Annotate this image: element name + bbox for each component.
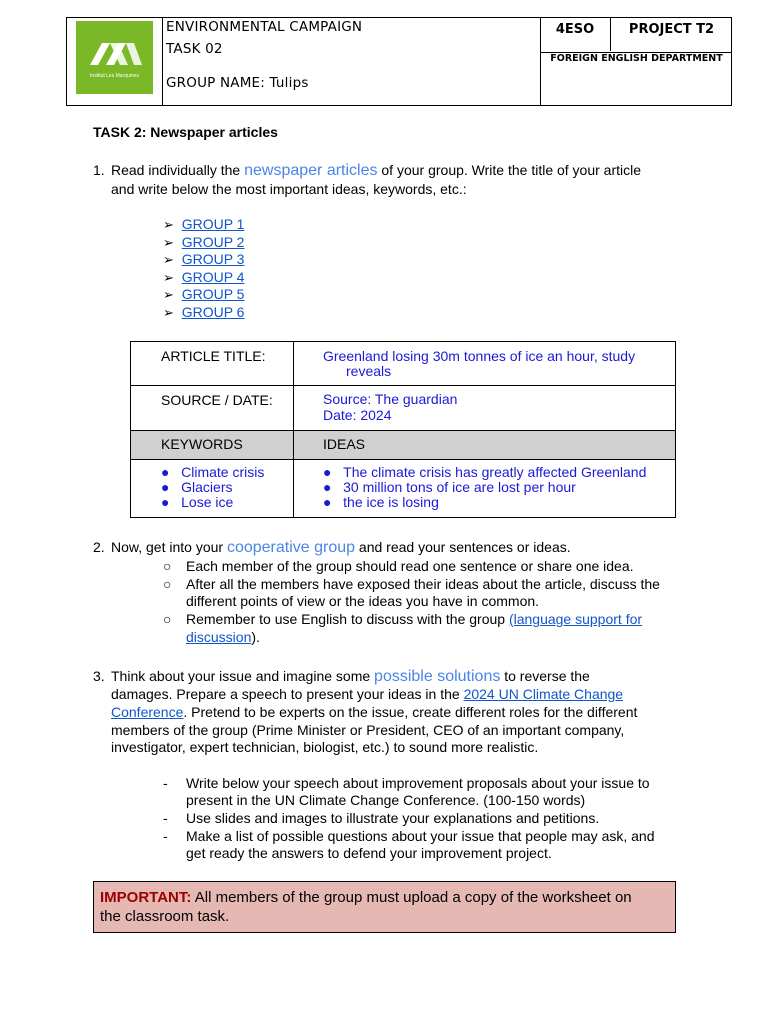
step2-sub2-line2: different points of view or the ideas you have in common.	[186, 593, 540, 609]
task-number: TASK 02	[166, 41, 223, 57]
list-item	[163, 286, 244, 304]
arrow-bullet-icon: ➢	[163, 252, 174, 267]
bullet-icon: ●	[323, 464, 332, 480]
group-1-link[interactable]: GROUP 1	[181, 216, 245, 232]
step3-dash3-line1: Make a list of possible questions about your issue that people may ask, and	[186, 828, 655, 844]
bullet-icon: ●	[161, 479, 170, 495]
step1-line1	[111, 162, 641, 180]
school-logo	[76, 21, 153, 94]
logo-caption: Institut Les Marquines	[90, 73, 139, 79]
arrow-bullet-icon: ➢	[163, 269, 174, 285]
step3-dash2: Use slides and images to illustrate your explanations and petitions.	[186, 810, 600, 826]
bullet-icon: ●	[161, 494, 170, 510]
group-6-link[interactable]: GROUP 6	[181, 303, 245, 320]
step3-line2	[111, 686, 623, 704]
possible-solutions-link[interactable]: possible solutions	[374, 668, 501, 685]
step3-dash1-line2: present in the UN Climate Change Conference. (100-150 words)	[186, 792, 586, 808]
bullet-icon: ●	[161, 464, 170, 480]
department-label: FOREIGN ENGLISH DEPARTMENT	[550, 53, 723, 64]
source-date-label: SOURCE / DATE:	[161, 392, 273, 408]
idea-text: the ice is losing	[343, 494, 439, 510]
project-label: PROJECT T2	[628, 22, 715, 37]
dash-bullet-icon: -	[163, 828, 168, 844]
circle-bullet-icon: ○	[163, 576, 172, 592]
bullet-icon: ●	[323, 479, 332, 495]
group-5-link[interactable]: GROUP 5	[181, 286, 245, 302]
important-text-1: All members of the group must upload a copy of the worksheet on	[191, 889, 632, 906]
keyword-item	[161, 495, 264, 510]
source-value: Source: The guardian	[323, 391, 458, 407]
cooperative-group-link[interactable]: cooperative group	[226, 539, 356, 556]
newspaper-articles-link[interactable]: newspaper articles	[244, 162, 378, 179]
step2-sub1: Each member of the group should read one sentence or share one idea.	[186, 558, 634, 574]
important-label: IMPORTANT:	[100, 889, 192, 906]
step3-post: to reverse the	[500, 668, 590, 684]
arrow-bullet-icon: ➢	[163, 287, 174, 302]
important-line1	[100, 888, 632, 907]
task-title: TASK 2: Newspaper articles	[93, 124, 278, 140]
important-line2: the classroom task.	[100, 908, 230, 925]
group-2-link[interactable]: GROUP 2	[181, 233, 245, 250]
idea-item	[323, 495, 646, 510]
group-links-list	[163, 216, 244, 321]
step3-line5: investigator, expert technician, biologist, etc.) to sound more realistic.	[111, 739, 539, 755]
un-climate-conference-link[interactable]: 2024 UN Climate Change	[463, 686, 624, 702]
conference-link[interactable]: Conference	[111, 704, 184, 720]
step3-line4: members of the group (Prime Minister or President, CEO of an important company,	[111, 722, 625, 738]
arrow-bullet-icon: ➢	[163, 217, 174, 232]
keywords-list	[161, 465, 264, 510]
ideas-header: IDEAS	[323, 436, 366, 452]
step2-sub2-line1: After all the members have exposed their ideas about the article, discuss the	[186, 576, 660, 592]
list-item	[163, 269, 244, 287]
header-table	[66, 17, 732, 106]
article-title-line2: reveals	[346, 363, 392, 379]
list-item	[163, 234, 244, 252]
idea-text: 30 million tons of ice are lost per hour	[343, 479, 576, 495]
step3-number: 3.	[93, 668, 105, 684]
step3-line1	[111, 668, 590, 686]
keyword-item	[161, 465, 264, 480]
group-3-link[interactable]: GROUP 3	[181, 251, 245, 267]
step2-sub3-post: ).	[251, 629, 260, 645]
step3-line3-post: . Pretend to be experts on the issue, create different roles for the different	[183, 704, 638, 720]
step2-post: and read your sentences or ideas.	[355, 539, 571, 555]
level-label: 4ESO	[555, 22, 595, 37]
list-item	[163, 251, 244, 269]
keyword-item	[161, 480, 264, 495]
step1-number: 1.	[93, 162, 105, 178]
list-item	[163, 216, 244, 234]
arrow-bullet-icon: ➢	[163, 304, 174, 320]
campaign-title: ENVIRONMENTAL CAMPAIGN	[166, 19, 363, 35]
step2-sub3-line2	[186, 629, 260, 647]
keywords-header: KEYWORDS	[161, 436, 243, 452]
dash-bullet-icon: -	[163, 810, 168, 826]
date-value: Date: 2024	[323, 407, 392, 423]
list-item	[163, 304, 244, 322]
language-support-link[interactable]: (language support for	[508, 611, 643, 627]
article-title-label: ARTICLE TITLE:	[161, 348, 266, 364]
keyword-text: Lose ice	[181, 494, 234, 510]
bullet-icon: ●	[323, 494, 332, 510]
idea-item	[323, 465, 646, 480]
step2-line1	[111, 539, 571, 557]
group-4-link[interactable]: GROUP 4	[181, 268, 245, 285]
idea-text: The climate crisis has greatly affected Greenland	[343, 464, 647, 480]
circle-bullet-icon: ○	[163, 558, 172, 574]
step3-dash3-line2: get ready the answers to defend your improvement project.	[186, 845, 552, 861]
step2-pre: Now, get into your	[111, 539, 227, 555]
step2-sub3-pre: Remember to use English to discuss with the group	[186, 611, 509, 627]
step1-pre: Read individually the	[111, 162, 245, 178]
idea-item	[323, 480, 646, 495]
step3-pre: Think about your issue and imagine some	[111, 668, 375, 684]
step3-line2-pre: damages. Prepare a speech to present your ideas in the	[111, 686, 464, 702]
group-name: GROUP NAME: Tulips	[166, 75, 309, 91]
article-table	[130, 341, 676, 518]
step2-number: 2.	[93, 539, 105, 555]
step1-line2: and write below the most important ideas, keywords, etc.:	[111, 181, 467, 197]
dash-bullet-icon: -	[163, 775, 168, 791]
keyword-text: Climate crisis	[181, 464, 265, 480]
important-notice	[93, 881, 676, 933]
step2-sub3-line1	[186, 611, 642, 629]
step3-dash1-line1: Write below your speech about improvement proposals about your issue to	[186, 775, 650, 791]
ideas-list	[323, 465, 646, 510]
circle-bullet-icon: ○	[163, 611, 172, 627]
discussion-link[interactable]: discussion	[186, 629, 252, 645]
article-title-line1: Greenland losing 30m tonnes of ice an hour, study	[323, 348, 636, 364]
arrow-bullet-icon: ➢	[163, 234, 174, 250]
step3-line3	[111, 704, 637, 722]
step1-post: of your group. Write the title of your article	[377, 162, 642, 178]
keyword-text: Glaciers	[181, 479, 233, 495]
